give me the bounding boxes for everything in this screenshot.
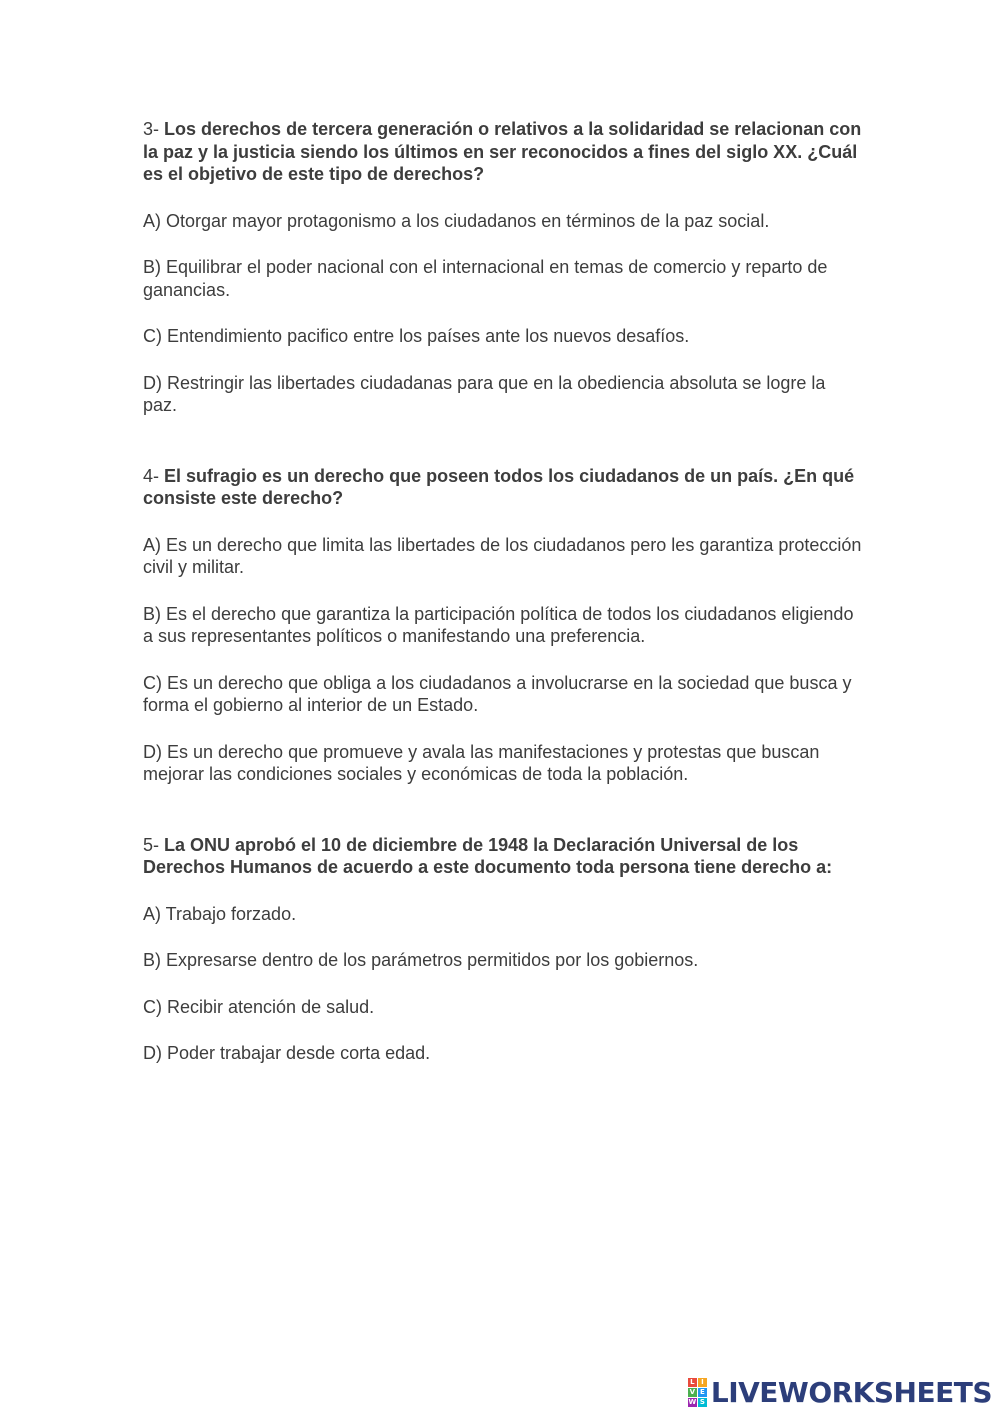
logo-cube: S bbox=[699, 1397, 705, 1406]
question-number: 5- bbox=[143, 834, 160, 855]
spacer bbox=[143, 441, 863, 465]
spacer bbox=[143, 810, 863, 834]
logo-cube: L bbox=[688, 1378, 697, 1387]
question-number: 4- bbox=[143, 465, 160, 486]
question-5 bbox=[143, 834, 863, 1065]
option-c[interactable]: C) Recibir atención de salud. bbox=[143, 996, 375, 1017]
question-3-prompt bbox=[143, 118, 863, 186]
question-text: La ONU aprobó el 10 de diciembre de 1948 la Declaración Universal de los Derechos Humanos de acuerdo a este documento toda persona tiene derecho a: bbox=[143, 834, 833, 877]
question-text: El sufragio es un derecho que poseen todos los ciudadanos de un país. ¿En qué consiste este derecho? bbox=[143, 465, 855, 508]
question-4 bbox=[143, 465, 863, 786]
liveworksheets-logo bbox=[688, 1375, 992, 1409]
logo-cube: W bbox=[688, 1397, 697, 1406]
worksheet-page bbox=[143, 118, 863, 1089]
option-b[interactable]: B) Es el derecho que garantiza la participación política de todos los ciudadanos eligiendo a sus representantes políticos o manifestando una preferencia. bbox=[143, 603, 854, 646]
question-3 bbox=[143, 118, 863, 417]
question-number: 3- bbox=[143, 119, 160, 139]
logo-cubes-icon bbox=[688, 1378, 707, 1407]
option-d[interactable]: D) Es un derecho que promueve y avala las manifestaciones y protestas que buscan mejorar las condiciones sociales y económicas de toda la población. bbox=[143, 741, 820, 784]
option-b[interactable]: B) Expresarse dentro de los parámetros permitidos por los gobiernos. bbox=[143, 950, 699, 970]
option-a[interactable]: A) Otorgar mayor protagonismo a los ciudadanos en términos de la paz social. bbox=[143, 210, 770, 231]
option-d[interactable]: D) Restringir las libertades ciudadanas para que en la obediencia absoluta se logre la paz. bbox=[143, 372, 826, 415]
logo-cube: E bbox=[698, 1388, 707, 1397]
option-c[interactable]: C) Es un derecho que obliga a los ciudadanos a involucrarse en la sociedad que busca y forma el gobierno al interior de un Estado. bbox=[143, 672, 852, 715]
option-c[interactable]: C) Entendimiento pacifico entre los países ante los nuevos desafíos. bbox=[143, 326, 690, 346]
logo-text: LIVEWORKSHEETS bbox=[710, 1375, 992, 1409]
logo-cube: V bbox=[689, 1387, 696, 1396]
option-d[interactable]: D) Poder trabajar desde corta edad. bbox=[143, 1043, 431, 1063]
option-a[interactable]: A) Trabajo forzado. bbox=[143, 903, 297, 924]
option-a[interactable]: A) Es un derecho que limita las libertades de los ciudadanos pero les garantiza protección civil y militar. bbox=[143, 534, 862, 577]
option-b[interactable]: B) Equilibrar el poder nacional con el internacional en temas de comercio y reparto de ganancias. bbox=[143, 257, 828, 300]
question-5-prompt bbox=[143, 834, 863, 879]
question-4-prompt bbox=[143, 465, 863, 510]
logo-cube: I bbox=[698, 1378, 707, 1387]
question-text: Los derechos de tercera generación o relativos a la solidaridad se relacionan con la paz y la justicia siendo los últimos en ser reconocidos a fines del siglo XX. ¿Cuál es el objetivo de este tipo de derechos? bbox=[143, 119, 862, 184]
